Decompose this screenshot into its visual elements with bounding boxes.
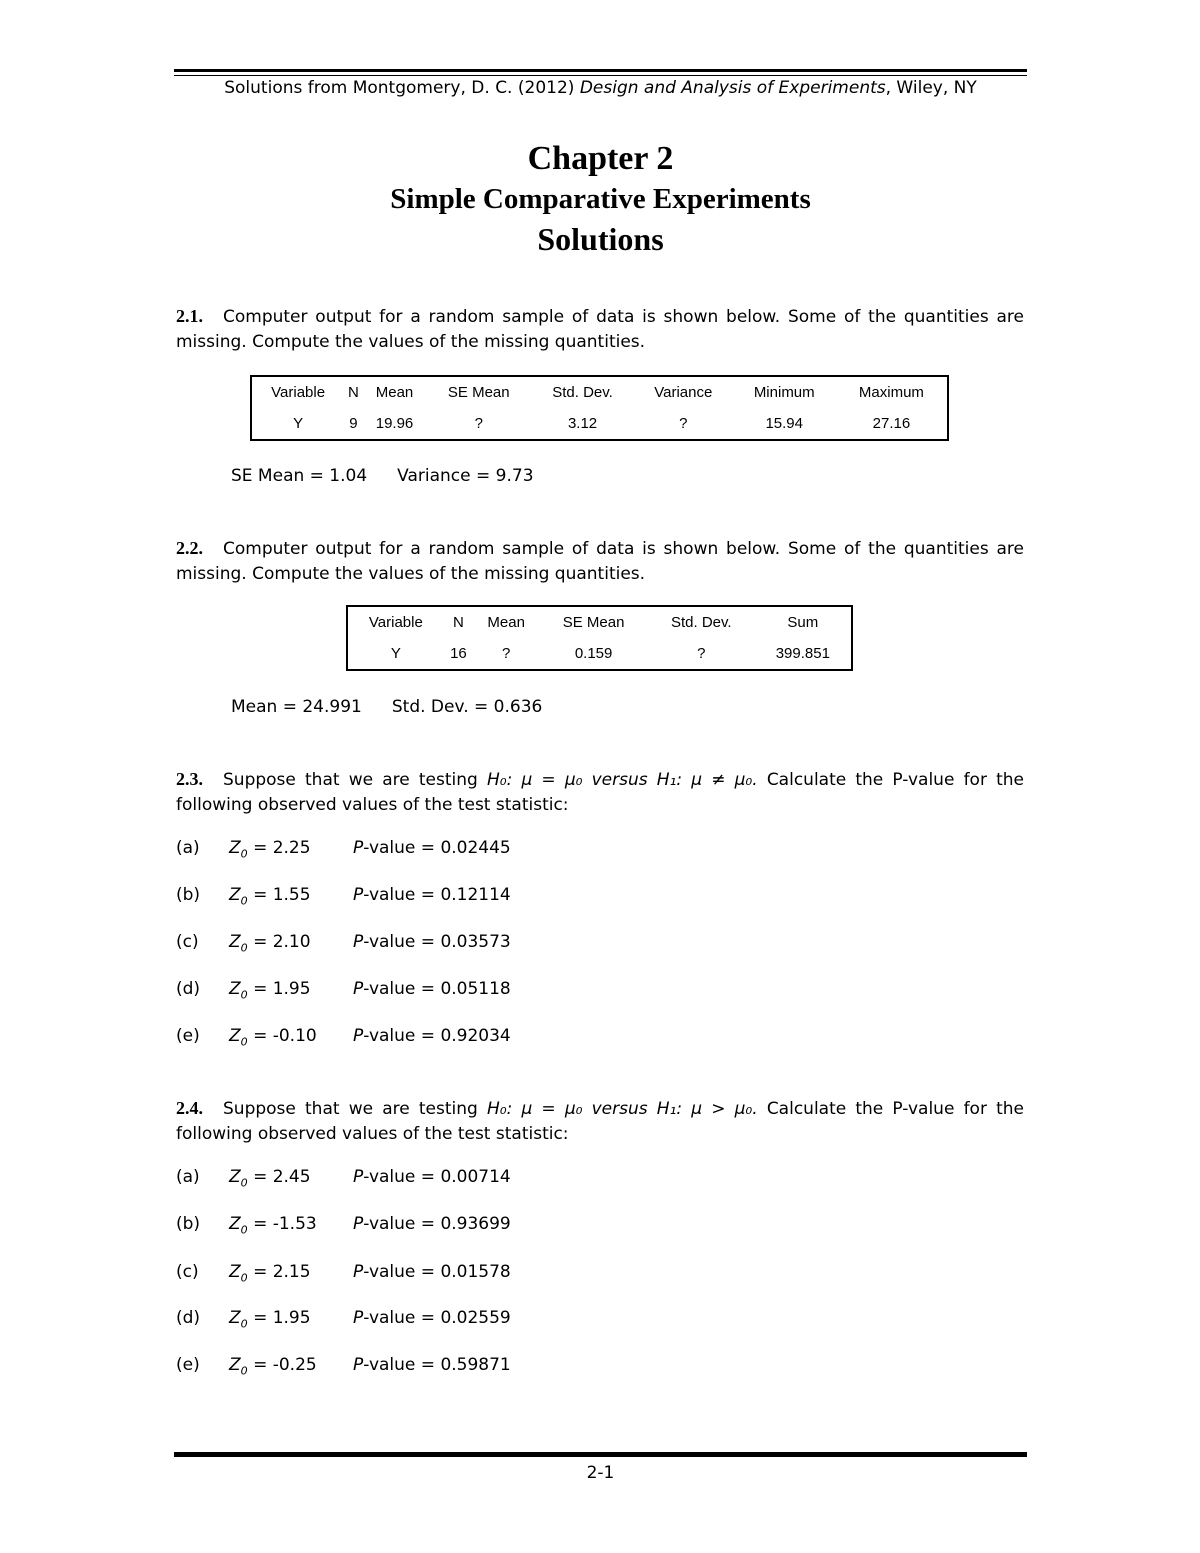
header-rule-thin bbox=[174, 75, 1027, 76]
table-header-cell: Variable bbox=[368, 614, 423, 631]
output-table-2-2 bbox=[346, 605, 853, 671]
table-cell: ? bbox=[502, 645, 511, 662]
answer-2-2: Mean = 24.991 Std. Dev. = 0.636 bbox=[231, 697, 543, 717]
page-number: 2-1 bbox=[586, 1463, 615, 1483]
table-cell: ? bbox=[679, 415, 688, 432]
output-table-2-1 bbox=[250, 375, 949, 441]
table-header-cell: SE Mean bbox=[447, 384, 510, 401]
list-item: (e) $Z_0 = -0.25$ P-value = 0.59871 bbox=[176, 1355, 511, 1378]
table-cell: Y bbox=[293, 415, 304, 432]
list-item: (d) $Z_0 = 1.95$ P-value = 0.05118 bbox=[176, 979, 511, 1002]
book-title: Design and Analysis of Experiments bbox=[579, 78, 886, 98]
problem-2-4: 2.4. Suppose that we are testing H₀: μ = μ₀ versus H₁: μ > μ₀. Calculate the P-value for the following observed values of the test statistic: bbox=[176, 1098, 1024, 1144]
problem-2-1: 2.1. Computer output for a random sample of data is shown below. Some of the quantities are missing. Compute the values of the missing quantities. bbox=[176, 306, 1024, 352]
table-cell: 0.159 bbox=[574, 645, 613, 662]
table-header-cell: Sum bbox=[787, 614, 819, 631]
table-header-cell: N bbox=[348, 384, 359, 401]
table-cell: 3.12 bbox=[567, 415, 598, 432]
hypothesis: H₀: μ = μ₀ versus H₁: μ ≠ μ₀. bbox=[486, 770, 758, 790]
list-item: (d) $Z_0 = 1.95$ P-value = 0.02559 bbox=[176, 1308, 511, 1331]
table-header-cell: Variable bbox=[271, 384, 326, 401]
table-header-cell: Std. Dev. bbox=[671, 614, 732, 631]
table-header-cell: Mean bbox=[375, 384, 414, 401]
hypothesis: H₀: μ = μ₀ versus H₁: μ > μ₀. bbox=[486, 1099, 758, 1119]
table-cell: ? bbox=[697, 645, 706, 662]
chapter-subtitle: Simple Comparative Experiments bbox=[390, 183, 811, 215]
table-cell: Y bbox=[390, 645, 401, 662]
chapter-title: Chapter 2 bbox=[527, 140, 674, 177]
table-cell: 9 bbox=[349, 415, 358, 432]
table-header-cell: SE Mean bbox=[562, 614, 625, 631]
list-item: (c) $Z_0 = 2.10$ P-value = 0.03573 bbox=[176, 932, 511, 955]
problem-2-2: 2.2. Computer output for a random sample of data is shown below. Some of the quantities are missing. Compute the values of the missing quantities. bbox=[176, 538, 1024, 584]
table-cell: 399.851 bbox=[775, 645, 830, 662]
list-item: (e) $Z_0 = -0.10$ P-value = 0.92034 bbox=[176, 1026, 511, 1049]
table-header-cell: Mean bbox=[487, 614, 525, 631]
table-cell: ? bbox=[474, 415, 483, 432]
list-item: (b) $Z_0 = 1.55$ P-value = 0.12114 bbox=[176, 885, 511, 908]
table-header-row bbox=[347, 606, 852, 638]
footer-rule bbox=[174, 1452, 1027, 1457]
table-header-cell: Variance bbox=[654, 384, 713, 401]
table-cell: 27.16 bbox=[872, 415, 911, 432]
problem-2-3: 2.3. Suppose that we are testing H₀: μ = μ₀ versus H₁: μ ≠ μ₀. Calculate the P-value for the following observed values of the test statistic: bbox=[176, 769, 1024, 815]
table-row bbox=[347, 638, 852, 670]
table-header-cell: Maximum bbox=[858, 384, 924, 401]
list-item: (b) $Z_0 = -1.53$ P-value = 0.93699 bbox=[176, 1214, 511, 1237]
list-item: (a) $Z_0 = 2.45$ P-value = 0.00714 bbox=[176, 1167, 511, 1190]
table-cell: 19.96 bbox=[375, 415, 414, 432]
answer-2-1: SE Mean = 1.04 Variance = 9.73 bbox=[231, 466, 534, 486]
solutions-heading: Solutions bbox=[537, 221, 664, 257]
header-rule-thick bbox=[174, 69, 1027, 72]
table-header-cell: Minimum bbox=[753, 384, 815, 401]
list-item: (a) $Z_0 = 2.25$ P-value = 0.02445 bbox=[176, 838, 511, 861]
table-cell: 15.94 bbox=[765, 415, 803, 432]
table-header-cell: N bbox=[453, 614, 464, 631]
table-header-cell: Std. Dev. bbox=[552, 384, 613, 401]
running-header: Solutions from Montgomery, D. C. (2012) Design and Analysis of Experiments, Wiley, NY bbox=[224, 78, 977, 98]
table-header-row bbox=[251, 376, 948, 408]
list-item: (c) $Z_0 = 2.15$ P-value = 0.01578 bbox=[176, 1262, 511, 1285]
table-row bbox=[251, 408, 948, 440]
table-cell: 16 bbox=[450, 645, 467, 662]
